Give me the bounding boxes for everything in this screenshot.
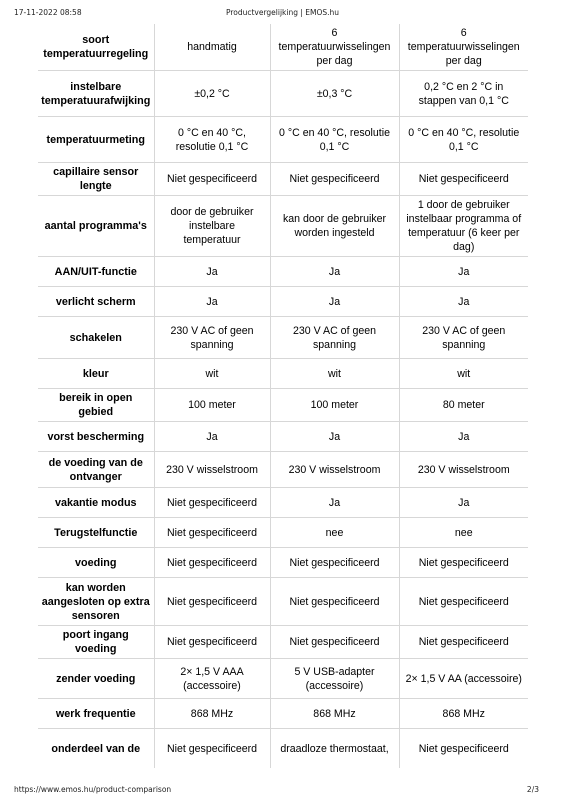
spec-label: schakelen [38,317,154,359]
spec-value-product-2: 5 V USB-adapter (accessoire) [270,659,399,699]
spec-label: vorst bescherming [38,422,154,452]
spec-value-product-2: Ja [270,287,399,317]
spec-value-product-1: Niet gespecificeerd [154,163,270,196]
spec-label: werk frequentie [38,699,154,729]
spec-value-product-1: Ja [154,422,270,452]
table-row [38,452,528,488]
spec-label: instelbare temperatuurafwijking [38,71,154,117]
spec-value-product-3: nee [399,518,528,548]
table-row [38,359,528,389]
spec-label: temperatuurmeting [38,117,154,163]
spec-value-product-1: ±0,2 °C [154,71,270,117]
spec-value-product-1: wit [154,359,270,389]
table-row [38,117,528,163]
spec-label: zender voeding [38,659,154,699]
spec-value-product-1: 2× 1,5 V AAA (accessoire) [154,659,270,699]
table-row [38,659,528,699]
table-row [38,488,528,518]
spec-value-product-1: 0 °C en 40 °C, resolutie 0,1 °C [154,117,270,163]
spec-label: Terugstelfunctie [38,518,154,548]
spec-value-product-2: kan door de gebruiker worden ingesteld [270,196,399,257]
spec-value-product-3: 0 °C en 40 °C, resolutie 0,1 °C [399,117,528,163]
spec-value-product-3: Ja [399,422,528,452]
spec-label: AAN/UIT-functie [38,257,154,287]
table-row [38,24,528,71]
spec-label: soort temperatuurregeling [38,24,154,71]
spec-value-product-3: Ja [399,488,528,518]
spec-value-product-3: Niet gespecificeerd [399,163,528,196]
spec-value-product-3: 1 door de gebruiker instelbaar programma of temperatuur (6 keer per dag) [399,196,528,257]
table-row [38,389,528,422]
print-page-title: Productvergelijking | EMOS.hu [225,8,340,17]
spec-value-product-3: 230 V wisselstroom [399,452,528,488]
print-footer [0,780,565,800]
print-page-number: 2/3 [526,785,539,794]
spec-value-product-3: Ja [399,287,528,317]
spec-value-product-1: Niet gespecificeerd [154,626,270,659]
table-row [38,699,528,729]
table-row [38,626,528,659]
spec-value-product-3: 2× 1,5 V AA (accessoire) [399,659,528,699]
spec-value-product-2: 868 MHz [270,699,399,729]
table-row [38,578,528,626]
spec-value-product-3: 0,2 °C en 2 °C in stappen van 0,1 °C [399,71,528,117]
spec-value-product-2: 230 V wisselstroom [270,452,399,488]
spec-value-product-1: 100 meter [154,389,270,422]
spec-value-product-2: Ja [270,488,399,518]
spec-label: vakantie modus [38,488,154,518]
table-row [38,548,528,578]
spec-value-product-3: 868 MHz [399,699,528,729]
table-row [38,518,528,548]
spec-label: verlicht scherm [38,287,154,317]
spec-value-product-3: Niet gespecificeerd [399,578,528,626]
spec-label: onderdeel van de [38,729,154,769]
spec-label: kleur [38,359,154,389]
spec-value-product-1: 230 V AC of geen spanning [154,317,270,359]
spec-value-product-1: 868 MHz [154,699,270,729]
spec-value-product-3: 6 temperatuurwisselingen per dag [399,24,528,71]
table-row [38,257,528,287]
spec-value-product-2: Ja [270,257,399,287]
spec-value-product-1: Niet gespecificeerd [154,518,270,548]
spec-value-product-3: wit [399,359,528,389]
spec-value-product-2: 230 V AC of geen spanning [270,317,399,359]
spec-value-product-1: Ja [154,287,270,317]
spec-value-product-2: 6 temperatuurwisselingen per dag [270,24,399,71]
spec-value-product-3: Niet gespecificeerd [399,548,528,578]
spec-label: bereik in open gebied [38,389,154,422]
spec-value-product-2: Niet gespecificeerd [270,578,399,626]
spec-value-product-2: Niet gespecificeerd [270,626,399,659]
spec-value-product-3: 80 meter [399,389,528,422]
table-row [38,163,528,196]
spec-value-product-1: Ja [154,257,270,287]
spec-label: poort ingang voeding [38,626,154,659]
spec-value-product-2: Niet gespecificeerd [270,163,399,196]
spec-value-product-1: Niet gespecificeerd [154,488,270,518]
spec-value-product-3: Niet gespecificeerd [399,626,528,659]
spec-value-product-1: handmatig [154,24,270,71]
print-datetime: 17-11-2022 08:58 [14,8,82,17]
table-row [38,317,528,359]
spec-value-product-1: Niet gespecificeerd [154,578,270,626]
spec-value-product-2: Niet gespecificeerd [270,548,399,578]
spec-value-product-2: 100 meter [270,389,399,422]
spec-label: kan worden aangesloten op extra sensoren [38,578,154,626]
comparison-table [38,24,528,768]
spec-value-product-1: Niet gespecificeerd [154,548,270,578]
spec-value-product-1: door de gebruiker instelbare temperatuur [154,196,270,257]
spec-label: de voeding van de ontvanger [38,452,154,488]
comparison-table-body [38,24,528,768]
spec-value-product-2: ±0,3 °C [270,71,399,117]
print-url: https://www.emos.hu/product-comparison [14,785,172,794]
spec-value-product-2: draadloze thermostaat, [270,729,399,769]
spec-label: aantal programma's [38,196,154,257]
spec-value-product-3: Ja [399,257,528,287]
spec-value-product-2: Ja [270,422,399,452]
spec-value-product-2: wit [270,359,399,389]
spec-label: capillaire sensor lengte [38,163,154,196]
spec-value-product-1: Niet gespecificeerd [154,729,270,769]
spec-value-product-3: 230 V AC of geen spanning [399,317,528,359]
comparison-table-container [38,24,528,768]
print-header [0,0,565,24]
spec-label: voeding [38,548,154,578]
spec-value-product-1: 230 V wisselstroom [154,452,270,488]
spec-value-product-2: 0 °C en 40 °C, resolutie 0,1 °C [270,117,399,163]
table-row [38,729,528,769]
table-row [38,287,528,317]
spec-value-product-2: nee [270,518,399,548]
table-row [38,422,528,452]
table-row [38,71,528,117]
spec-value-product-3: Niet gespecificeerd [399,729,528,769]
table-row [38,196,528,257]
